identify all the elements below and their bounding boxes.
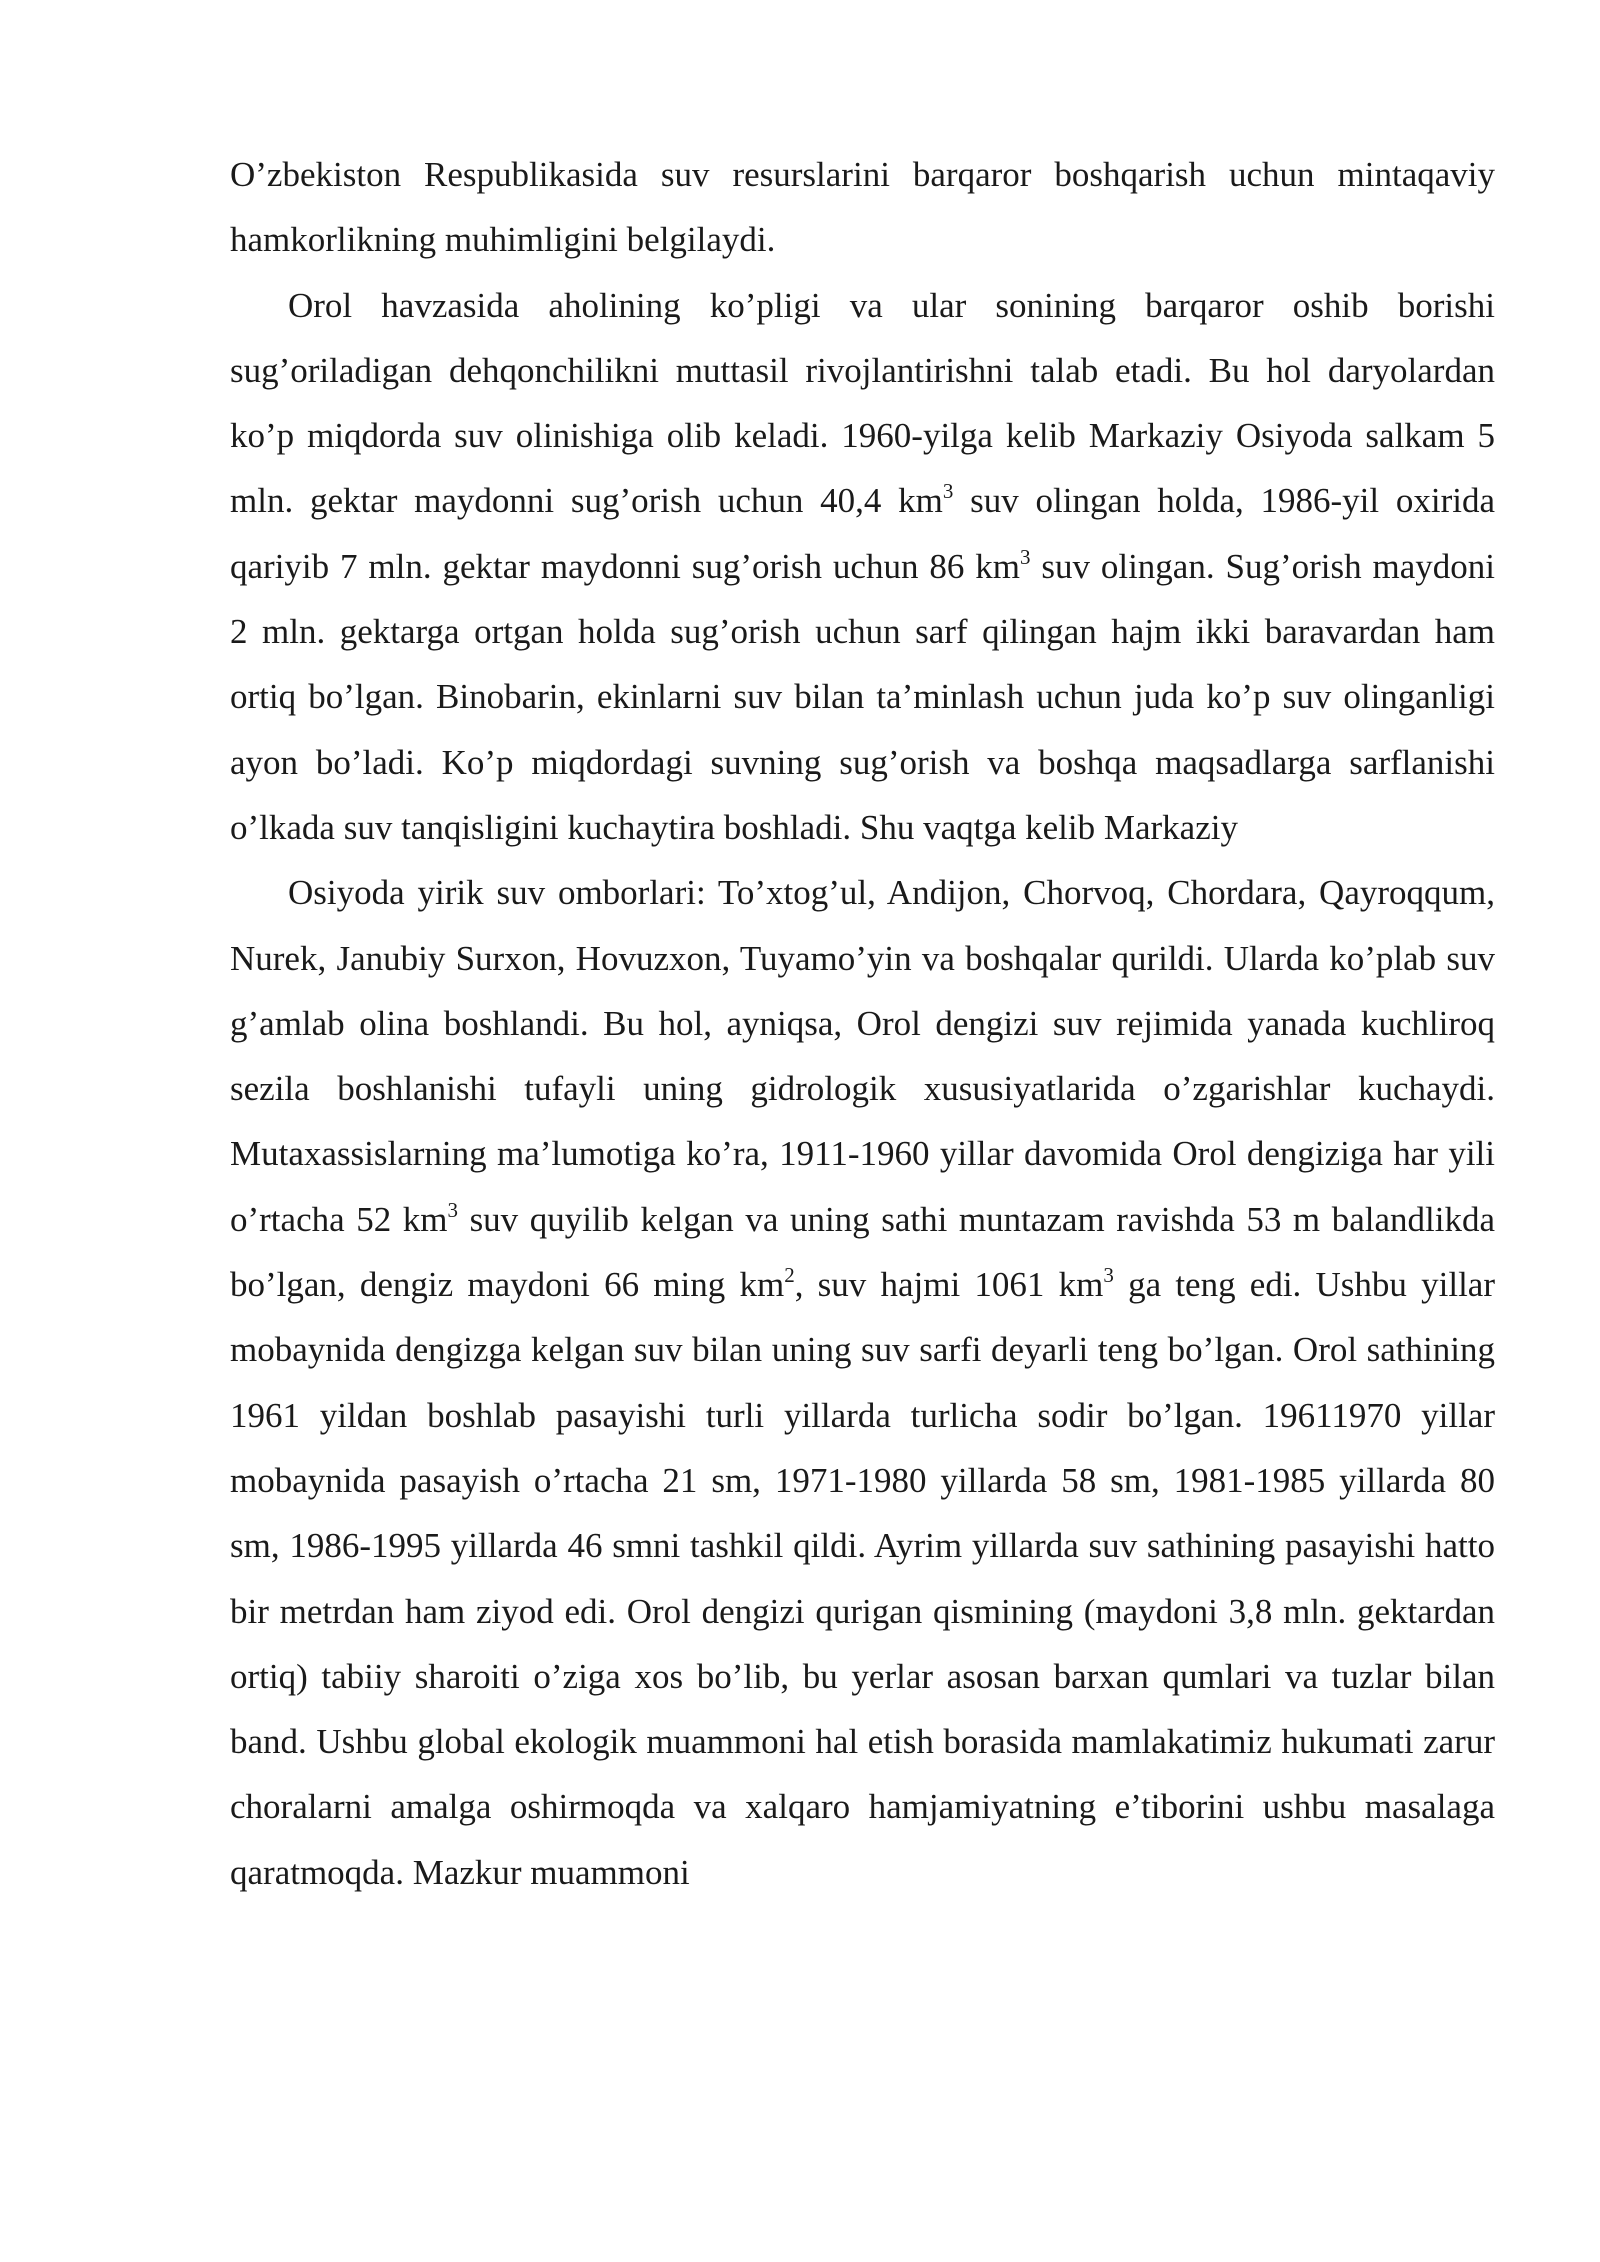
paragraph-2 (230, 273, 1495, 861)
paragraph-2-text-1: Orol havzasida aholining ko’pligi va ular sonining barqaror oshib borishi sug’oriladigan dehqonchilikni muttasil rivojlantirishni talab etadi. Bu hol daryolardan ko’p miqdorda suv olinishiga olib keladi. 1960-yilga kelib Markaziy Osiyoda salkam 5 mln. gektar maydonni sug’orish uchun 40,4 km (230, 285, 1495, 521)
document-page (230, 142, 1495, 1905)
paragraph-3-text-3: , suv hajmi 1061 km (794, 1265, 1104, 1305)
superscript-cubic: 3 (1103, 1263, 1114, 1288)
paragraph-3-text-4: ga teng edi. Ushbu yillar mobaynida dengizga kelgan suv bilan uning suv sarfi deyarli teng bo’lgan. Orol sathining 1961 yildan boshlab pasayishi turli yillarda turlicha sodir bo’lgan. 19611970 yillar mobaynida pasayish o’rtacha 21 sm, 1971-1980 yillarda 58 sm, 1981-1985 yillarda 80 sm, 1986-1995 yillarda 46 smni tashkil qildi. Ayrim yillarda suv sathining pasayishi hatto bir metrdan ham ziyod edi. Orol dengizi qurigan qismining (maydoni 3,8 mln. gektardan ortiq) tabiiy sharoiti o’ziga xos bo’lib, bu yerlar asosan barxan qumlari va tuzlar bilan band. Ushbu global ekologik muammoni hal etish borasida mamlakatimiz hukumati zarur choralarni amalga oshirmoqda va xalqaro hamjamiyatning e’tiborini ushbu masalaga qaratmoqda. Mazkur muammoni (230, 1265, 1495, 1892)
paragraph-3 (230, 860, 1495, 1905)
paragraph-3-text-2: suv quyilib kelgan va uning sathi muntazam ravishda 53 m balandlikda bo’lgan, dengiz maydoni 66 ming km (230, 1199, 1495, 1305)
superscript-square: 2 (784, 1263, 795, 1288)
superscript-cubic: 3 (447, 1197, 458, 1222)
paragraph-2-text-2: suv olingan holda, 1986-yil oxirida qariyib 7 mln. gektar maydonni sug’orish uchun 86 km (230, 481, 1495, 586)
superscript-cubic: 3 (1019, 544, 1031, 569)
superscript-cubic: 3 (942, 479, 954, 504)
paragraph-1-text-1: O’zbekiston Respublikasida suv resurslarini barqaror boshqarish uchun mintaqaviy hamkorlikning muhimligini belgilaydi. (230, 155, 1495, 260)
paragraph-3-text-1: Osiyoda yirik suv omborlari: To’xtog’ul, Andijon, Chorvoq, Chordara, Qayroqqum, Nurek, Janubiy Surxon, Hovuzxon, Tuyamo’yin va boshqalar qurildi. Ularda ko’plab suv g’amlab olina boshlandi. Bu hol, ayniqsa, Orol dengizi suv rejimida yanada kuchliroq sezila boshlanishi tufayli uning gidrologik xususiyatlarida o’zgarishlar kuchaydi. Mutaxassislarning ma’lumotiga ko’ra, 1911-1960 yillar davomida Orol dengiziga har yili o’rtacha 52 km (230, 873, 1495, 1239)
paragraph-1 (230, 142, 1495, 273)
paragraph-2-text-3: suv olingan. Sug’orish maydoni 2 mln. gektarga ortgan holda sug’orish uchun sarf qilingan hajm ikki baravardan ham ortiq bo’lgan. Binobarin, ekinlarni suv bilan ta’minlash uchun juda ko’p suv olinganligi ayon bo’ladi. Ko’p miqdordagi suvning sug’orish va boshqa maqsadlarga sarflanishi o’lkada suv tanqisligini kuchaytira boshladi. Shu vaqtga kelib Markaziy (230, 546, 1495, 847)
